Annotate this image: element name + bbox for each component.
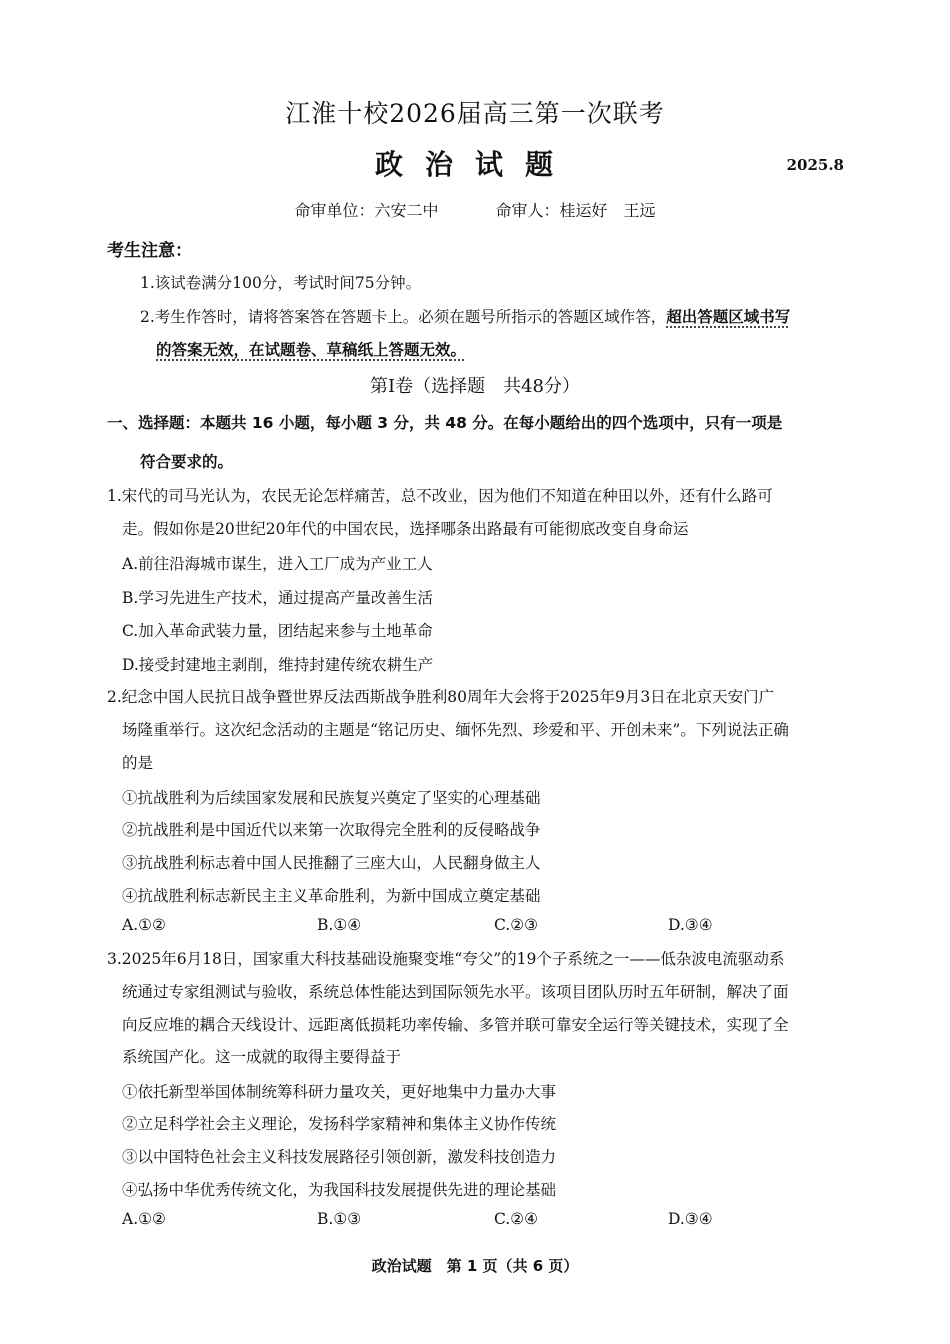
question-3-line-3: 向反应堆的耦合天线设计、远距离低损耗功率传输、多管并联可靠安全运行等关键技术，实现了全 <box>122 1016 789 1034</box>
question-2-option-d: D.③④ <box>668 916 713 934</box>
question-3-option-a: A.①② <box>122 1210 166 1228</box>
notice-item-1: 1.该试卷满分100分，考试时间75分钟。 <box>140 274 422 292</box>
question-1-option-c: C.加入革命武装力量，团结起来参与土地革命 <box>122 622 433 640</box>
notice-emphasis: 的答案无效 <box>156 341 234 359</box>
notice-emphasis: 在试题卷、草稿纸上答题无效 <box>249 341 451 359</box>
part-heading: 第Ⅰ卷（选择题 共48分） <box>369 376 580 397</box>
notice-item-2-cont <box>156 338 466 360</box>
notice-item-2-text: 2.考生作答时，请将答案答在答题卡上。必须在题号所指示的答题区域作答， <box>140 308 667 326</box>
question-3-option-c: C.②④ <box>494 1210 539 1228</box>
question-3-line-1: 3.2025年6月18日，国家重大科技基础设施聚变堆“夸父”的19个子系统之一——低杂波电流驱动系 <box>107 950 785 968</box>
question-2-line-3: 的是 <box>122 754 154 772</box>
question-3-option-b: B.①③ <box>317 1210 362 1228</box>
question-1-line-1: 1.宋代的司马光认为，农民无论怎样痛苦，总不改业，因为他们不知道在种田以外，还有什么路可 <box>107 487 773 505</box>
question-3-option-d: D.③④ <box>668 1210 713 1228</box>
exam-title: 江淮十校2026届高三第一次联考 <box>285 99 665 128</box>
notice-item-2 <box>140 305 790 327</box>
question-2-option-c: C.②③ <box>494 916 539 934</box>
notice-heading: 考生注意： <box>107 241 192 261</box>
section-instructions: 一、选择题：本题共 16 小题，每小题 3 分，共 48 分。在每小题给出的四个选项中，只有一项是 <box>107 414 783 432</box>
exam-date: 2025.8 <box>786 156 844 174</box>
question-2-statement-4: ④抗战胜利标志新民主主义革命胜利，为新中国成立奠定基础 <box>122 887 541 905</box>
question-2-line-2: 场隆重举行。这次纪念活动的主题是“铭记历史、缅怀先烈、珍爱和平、开创未来”。下列说法正确 <box>122 721 789 739</box>
question-1-line-2: 走。假如你是20世纪20年代的中国农民，选择哪条出路最有可能彻底改变自身命运 <box>122 520 689 538</box>
subject-title: 政治试题 <box>374 148 575 181</box>
notice-emphasis: 超出答题区域书写 <box>666 308 791 326</box>
question-3-line-2: 统通过专家组测试与验收，系统总体性能达到国际领先水平。该项目团队历时五年研制，解决了面 <box>122 983 789 1001</box>
question-1-option-a: A.前往沿海城市谋生，进入工厂成为产业工人 <box>122 555 433 573</box>
question-2-line-1: 2.纪念中国人民抗日战争暨世界反法西斯战争胜利80周年大会将于2025年9月3日在北京天安门广 <box>107 688 775 706</box>
authors-line <box>0 198 950 221</box>
question-3-statement-1: ①依托新型举国体制统筹科研力量攻关，更好地集中力量办大事 <box>122 1083 557 1101</box>
question-2-option-a: A.①② <box>122 916 166 934</box>
question-1-option-d: D.接受封建地主剥削，维持封建传统农耕生产 <box>122 656 434 674</box>
section-instructions-cont: 符合要求的。 <box>140 453 234 471</box>
question-2-statement-3: ③抗战胜利标志着中国人民推翻了三座大山，人民翻身做主人 <box>122 854 541 872</box>
question-3-statement-3: ③以中国特色社会主义科技发展路径引领创新，激发科技创造力 <box>122 1148 557 1166</box>
author-reviewers: 命审人：桂运好 王远 <box>495 201 656 220</box>
question-3-line-4: 系统国产化。这一成就的取得主要得益于 <box>122 1048 402 1066</box>
notice-period: 。 <box>450 341 467 359</box>
question-1-option-b: B.学习先进生产技术，通过提高产量改善生活 <box>122 589 433 607</box>
question-3-statement-2: ②立足科学社会主义理论，发扬科学家精神和集体主义协作传统 <box>122 1115 557 1133</box>
question-2-option-b: B.①④ <box>317 916 362 934</box>
author-unit: 命审单位：六安二中 <box>294 201 439 220</box>
notice-comma: ， <box>233 341 250 359</box>
question-2-statement-2: ②抗战胜利是中国近代以来第一次取得完全胜利的反侵略战争 <box>122 821 541 839</box>
page-footer: 政治试题 第 1 页（共 6 页） <box>371 1257 579 1275</box>
question-3-statement-4: ④弘扬中华优秀传统文化，为我国科技发展提供先进的理论基础 <box>122 1181 557 1199</box>
question-2-statement-1: ①抗战胜利为后续国家发展和民族复兴奠定了坚实的心理基础 <box>122 789 541 807</box>
